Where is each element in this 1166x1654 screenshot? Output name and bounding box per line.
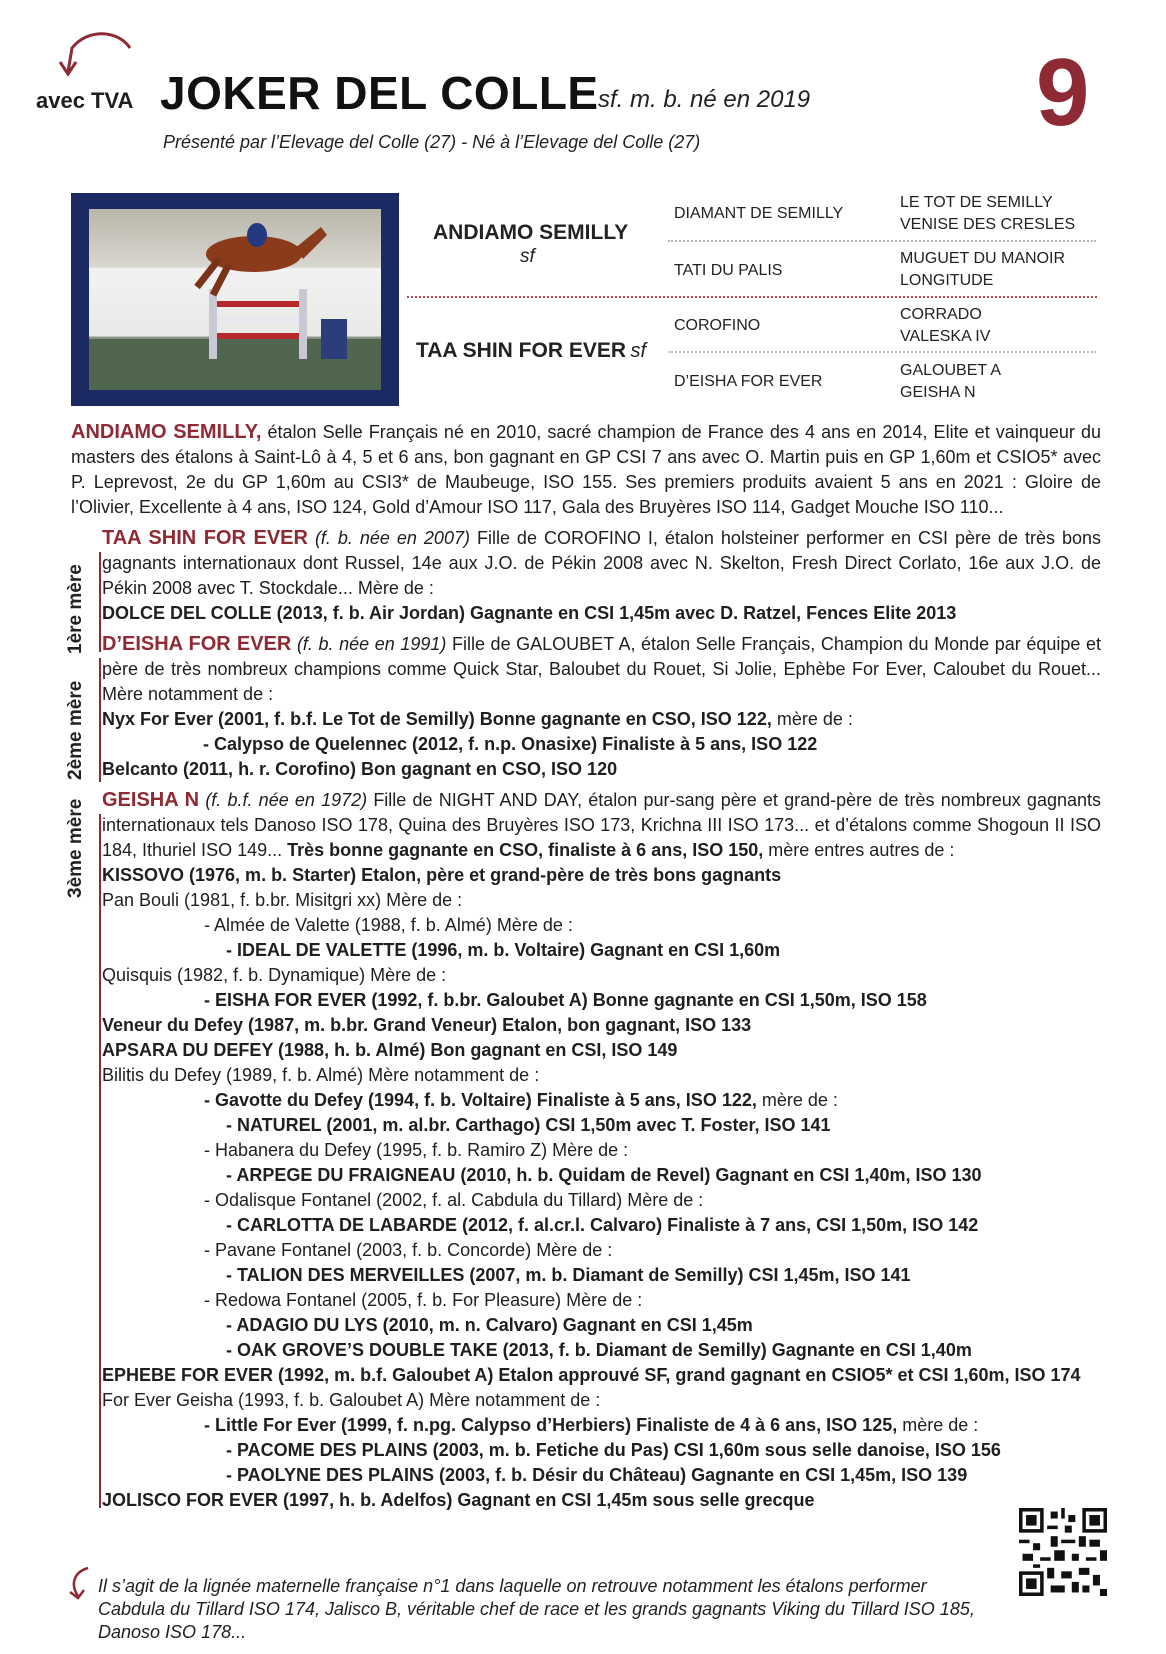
footnote: Il s’agit de la lignée maternelle française n°1 dans laquelle on retrouve notamment les étalons performer Cabdula du Tillard ISO 174, Jalisco B, véritable chef de race et les grands gagnants Viking du Tillard ISO 185, Danoso ISO 178... [98,1576,975,1642]
progeny-text: - ARPEGE DU FRAIGNEAU (2010, h. b. Quidam de Revel) Gagnant en CSI 1,40m, ISO 130 [226,1165,982,1185]
third-dam-section [65,788,1101,1513]
progeny-text: - EISHA FOR EVER (1992, f. b.br. Galoubet A) Bonne gagnante en CSI 1,50m, ISO 158 [204,990,927,1010]
third-dam-label: 3ème mère [65,798,86,898]
pedigree-ggs1: LE TOT DE SEMILLY [900,194,1053,211]
progeny-text: Veneur du Defey (1987, m. b.br. Grand Veneur) Etalon, bon gagnant, ISO 133 [102,1015,752,1035]
progeny-line [102,1288,1101,1313]
second-dam-line: - Calypso de Quelennec (2012, f. n.p. Onasixe) Finaliste à 5 ans, ISO 122 [203,734,818,754]
progeny-line [102,1138,1101,1163]
pedigree-divider [668,240,1096,242]
progeny-line [102,1038,1101,1063]
horse-description: sf. m. b. né en 2019 [598,86,811,113]
second-dam-line-tail: mère de : [771,709,853,729]
sire-paragraph [71,420,1101,520]
pedigree-comments [65,420,1101,1513]
progeny-text: - Redowa Fontanel (2005, f. b. For Pleasure) Mère de : [204,1290,643,1310]
first-dam-paragraph [102,526,1101,601]
progeny-text: - Gavotte du Defey (1994, f. b. Voltaire) Finaliste à 5 ans, ISO 122, [204,1090,757,1110]
curved-arrow-icon [66,1566,94,1602]
third-dam-text: Fille de NIGHT AND DAY, étalon pur-sang père et grand-père de très nombreux gagnants internationaux tels Danoso ISO 178, Quina des Bruyères ISO 173, Krichna III ISO 173... et d’étalons comme Shogoun II ISO 184, Ithuriel ISO 149... [102,790,1101,860]
progeny-line [102,1338,1101,1363]
progeny-line [102,938,1101,963]
pedigree-dam-breed: sf [630,340,647,362]
progeny-text: - NATUREL (2001, m. al.br. Carthago) CSI 1,50m avec T. Foster, ISO 141 [226,1115,831,1135]
third-dam-name: GEISHA N [102,789,200,811]
presented-by: Présenté par l’Elevage del Colle (27) - Né à l’Elevage del Colle (27) [163,132,701,152]
second-dam-info: (f. b. née en 1991) [296,634,447,654]
progeny-line [102,1438,1101,1463]
pedigree-dam: TAA SHIN FOR EVER [416,339,627,362]
second-dam-text: Fille de GALOUBET A, étalon Selle Français, Champion du Monde par équipe et père de très nombreux champions comme Quick Star, Baloubet du Rouet, Si Jolie, Ephèbe For Ever, Caloubet du Rouet... Mère notamment de : [102,634,1101,704]
lot-number: 9 [1036,39,1090,146]
horse-jumping-photo [71,193,399,406]
second-dam-section [65,632,1101,782]
progeny-line [102,1213,1101,1238]
progeny-text: Bilitis du Defey (1989, f. b. Almé) Mère notamment de : [102,1065,540,1085]
pedigree-sire: ANDIAMO SEMILLY [433,221,629,244]
progeny-line [102,1238,1101,1263]
progeny-line [102,1488,1101,1513]
pedigree-divider [668,351,1096,353]
progeny-text: KISSOVO (1976, m. b. Starter) Etalon, père et grand-père de très bons gagnants [102,865,782,885]
progeny-text: APSARA DU DEFEY (1988, h. b. Almé) Bon gagnant en CSI, ISO 149 [102,1040,678,1060]
pedigree-ggs8: GEISHA N [900,384,976,401]
pedigree-ggs3: MUGUET DU MANOIR [900,250,1066,267]
progeny-text: JOLISCO FOR EVER (1997, h. b. Adelfos) Gagnant en CSI 1,45m sous selle grecque [102,1490,815,1510]
progeny-text: For Ever Geisha (1993, f. b. Galoubet A) Mère notamment de : [102,1390,601,1410]
progeny-line [102,1263,1101,1288]
second-dam-label: 2ème mère [65,680,86,780]
pedigree-divider [407,296,1097,298]
pedigree-dam-row [416,339,646,363]
progeny-text: - CARLOTTA DE LABARDE (2012, f. al.cr.l. Calvaro) Finaliste à 7 ans, CSI 1,50m, ISO 142 [226,1215,979,1235]
progeny-line [102,963,1101,988]
second-dam-name: D’EISHA FOR EVER [102,633,292,655]
progeny-tail: mère de : [756,1090,838,1110]
progeny-line [102,1463,1101,1488]
progeny-line [102,1163,1101,1188]
progeny-text: - Habanera du Defey (1995, f. b. Ramiro Z) Mère de : [204,1140,629,1160]
first-dam-label: 1ère mère [65,564,86,654]
progeny-text: Quisquis (1982, f. b. Dynamique) Mère de : [102,965,447,985]
progeny-text: - TALION DES MERVEILLES (2007, m. b. Diamant de Semilly) CSI 1,45m, ISO 141 [226,1265,911,1285]
vat-label: avec TVA [36,88,134,113]
section-bar [99,658,101,782]
third-dam-text-bold: Très bonne gagnante en CSO, finaliste à 6 ans, ISO 150, [282,840,764,860]
third-dam-info: (f. b.f. née en 1972) [205,790,368,810]
progeny-line [102,1363,1101,1388]
qr-code[interactable] [1019,1508,1107,1596]
progeny-text: - Little For Ever (1999, f. n.pg. Calypso d’Herbiers) Finaliste de 4 à 6 ans, ISO 125, [204,1415,898,1435]
pedigree-gs3: COROFINO [674,317,761,334]
progeny-text: - PACOME DES PLAINS (2003, m. b. Fetiche du Pas) CSI 1,60m sous selle danoise, ISO 156 [226,1440,1001,1460]
progeny-text: EPHEBE FOR EVER (1992, m. b.f. Galoubet A) Etalon approuvé SF, grand gagnant en CSIO5* et CSI 1,60m, ISO 174 [102,1365,1081,1385]
progeny-text: - PAOLYNE DES PLAINS (2003, f. b. Désir du Château) Gagnante en CSI 1,45m, ISO 139 [226,1465,968,1485]
progeny-text: - ADAGIO DU LYS (2010, m. n. Calvaro) Gagnant en CSI 1,45m [226,1315,753,1335]
second-dam-line [102,707,1101,732]
progeny-line [102,1313,1101,1338]
pedigree-ggs7: GALOUBET A [900,362,1002,379]
horse-name: JOKER DEL COLLE [160,67,599,119]
progeny-line [102,1088,1101,1113]
pedigree-gs2: TATI DU PALIS [674,262,783,279]
progeny-line [102,913,1101,938]
progeny-text: - Almée de Valette (1988, f. b. Almé) Mère de : [204,915,573,935]
sire-text: étalon Selle Français né en 2010, sacré champion de France des 4 ans en 2014, Elite et vainqueur du masters des étalons à Saint-Lô à 4, 5 et 6 ans, bon gagnant en GP CSI 7 ans avec O. Martin puis en GP 1,60m et CSIO5* avec P. Leprevost, 2e du GP 1,60m au CSI3* de Maubeuge, ISO 155. Ses premiers produits avaient 5 ans en 2021 : Gloire de l’Olivier, Excellente à 4 ans, ISO 124, Gold d’Amour ISO 117, Gala des Bruyères ISO 114, Gadget Mouche ISO 110... [71,422,1101,517]
pedigree-ggs2: VENISE DES CRESLES [900,216,1076,233]
pedigree-gs1: DIAMANT DE SEMILLY [674,205,844,222]
progeny-line [102,1013,1101,1038]
first-dam-text: Fille de COROFINO I, étalon holsteiner performer en CSI père de très bons gagnants internationaux dont Russel, 14e aux J.O. de Pékin 2008 avec N. Skelton, Fresh Direct Corlato, 16e aux J.O. de Pékin 2008 avec T. Stockdale... Mère de : [102,528,1101,598]
third-dam-text-end: mère entres autres de : [763,840,955,860]
progeny-text: - Pavane Fontanel (2003, f. b. Concorde) Mère de : [204,1240,613,1260]
progeny-text: - IDEAL DE VALETTE (1996, m. b. Voltaire) Gagnant en CSI 1,60m [226,940,781,960]
pedigree-ggs5: CORRADO [900,306,982,323]
first-dam-name: TAA SHIN FOR EVER [102,527,308,549]
progeny-line [102,1413,1101,1438]
second-dam-line: Belcanto (2011, h. r. Corofino) Bon gagnant en CSO, ISO 120 [102,759,618,779]
section-bar [99,814,101,1508]
pedigree-ggs6: VALESKA IV [900,328,991,345]
progeny-line [102,888,1101,913]
pedigree-sire-breed: sf [520,246,535,267]
first-dam-info: (f. b. née en 2007) [314,528,470,548]
second-dam-line-bold: Nyx For Ever (2001, f. b.f. Le Tot de Semilly) Bonne gagnante en CSO, ISO 122, [102,709,772,729]
progeny-line [102,1113,1101,1138]
curved-arrow-icon [58,28,138,80]
progeny-tail: mère de : [897,1415,979,1435]
progeny-line [102,1063,1101,1088]
progeny-line [102,863,1101,888]
pedigree-ggs4: LONGITUDE [900,272,994,289]
first-dam-line: DOLCE DEL COLLE (2013, f. b. Air Jordan) Gagnante en CSI 1,45m avec D. Ratzel, Fences Elite 2013 [102,603,957,623]
pedigree-gs4: D’EISHA FOR EVER [674,373,823,390]
progeny-line [102,1188,1101,1213]
progeny-text: Pan Bouli (1981, f. b.br. Misitgri xx) Mère de : [102,890,463,910]
progeny-text: - Odalisque Fontanel (2002, f. al. Cabdula du Tillard) Mère de : [204,1190,704,1210]
progeny-line [102,1388,1101,1413]
progeny-text: - OAK GROVE’S DOUBLE TAKE (2013, f. b. Diamant de Semilly) Gagnante en CSI 1,40m [226,1340,972,1360]
third-dam-paragraph [102,788,1101,863]
sire-name: ANDIAMO SEMILLY, [71,421,262,443]
progeny-line [102,988,1101,1013]
second-dam-paragraph [102,632,1101,707]
third-dam-progeny [102,863,1101,1513]
